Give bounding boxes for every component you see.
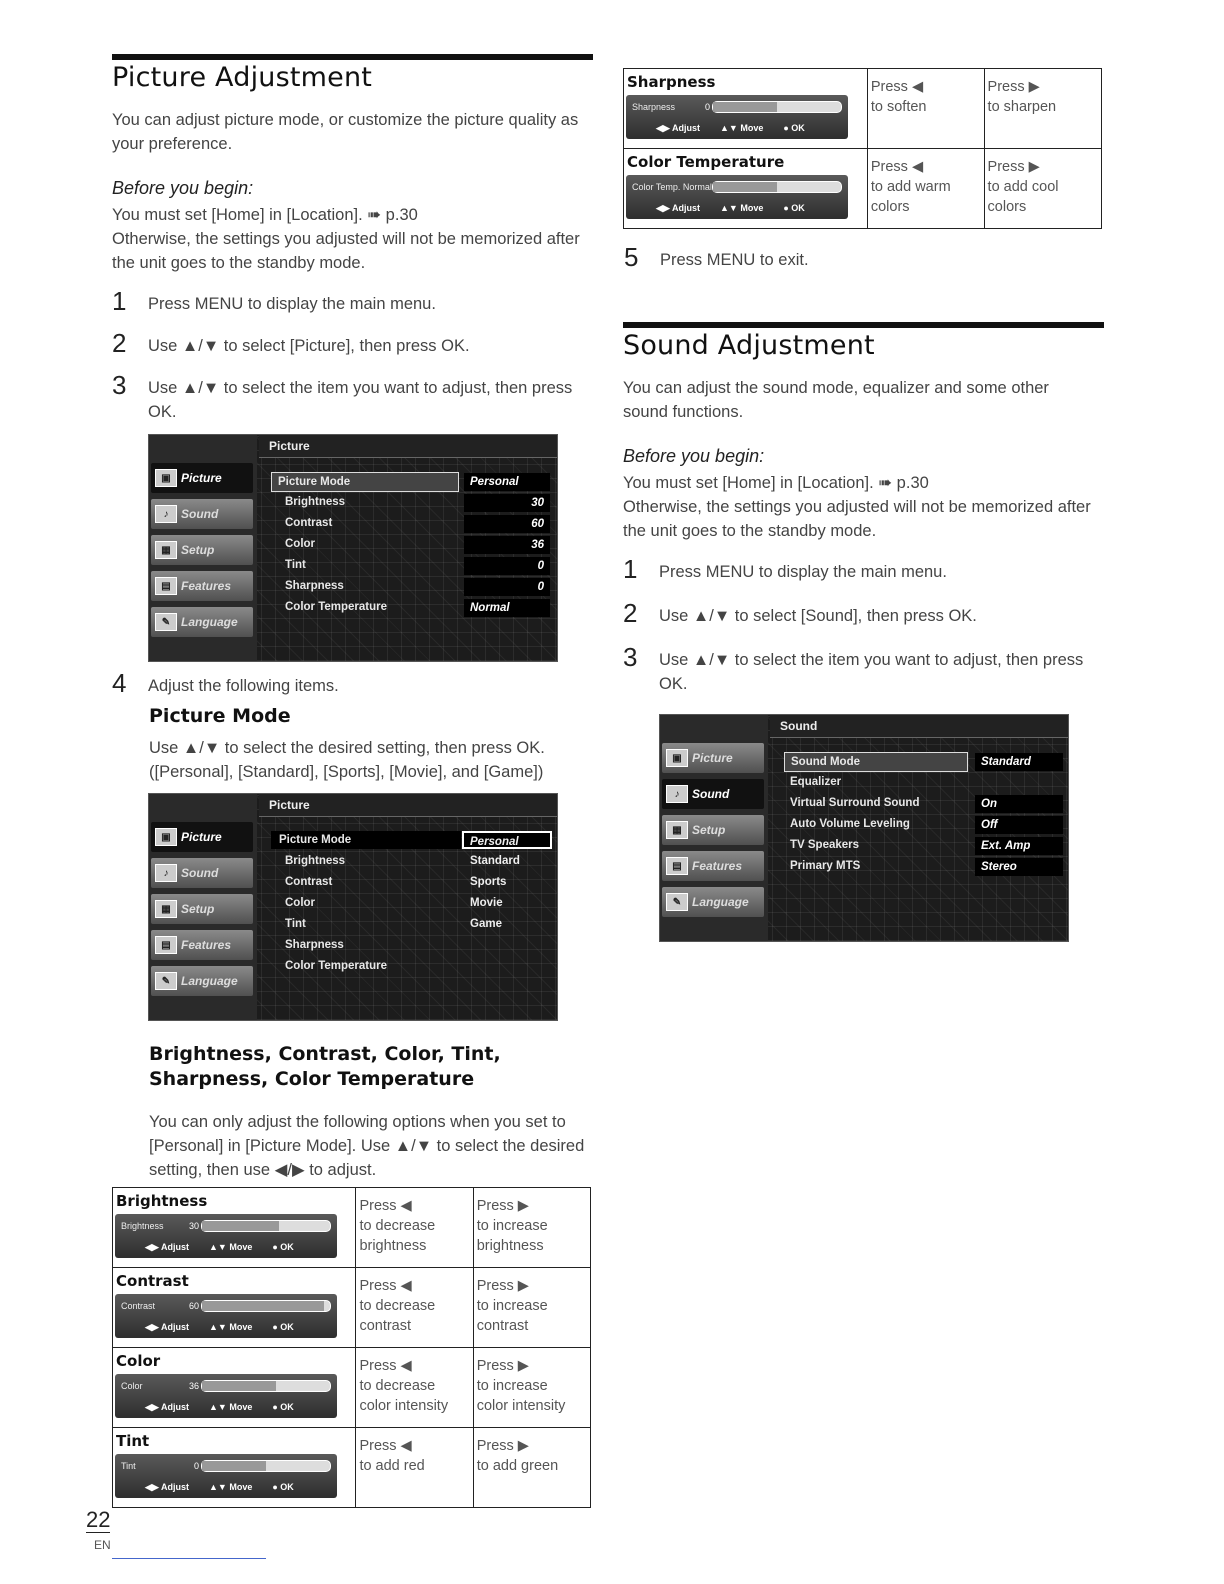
instruction-line: Press ▶ — [476, 1198, 529, 1214]
section-rule — [623, 322, 1104, 328]
instruction-line: to decrease — [359, 1218, 436, 1234]
adjust-hint: ◀▶ Adjust — [656, 123, 701, 133]
bar-fill — [713, 102, 777, 112]
instruction-line: Press ▶ — [987, 159, 1040, 175]
menu-item: Tint — [285, 559, 306, 571]
bar-value: 36 — [188, 1381, 199, 1391]
adjust-table-continued — [623, 68, 1102, 229]
instruction-line: to add cool — [987, 179, 1059, 195]
sidebar-item-features — [151, 930, 253, 960]
mode-option: Movie — [470, 897, 503, 909]
instruction-line: Press ◀ — [359, 1278, 412, 1294]
adjust-label-cell — [624, 149, 868, 229]
mode-option: Standard — [470, 855, 520, 867]
bar-label: Color Temp. Normal — [632, 182, 712, 192]
ok-hint: ● OK — [272, 1242, 294, 1252]
instruction-line: to sharpen — [987, 99, 1057, 115]
ok-hint: ● OK — [272, 1402, 294, 1412]
menu-value: 0 — [464, 557, 550, 575]
sound-icon: ♪ — [155, 505, 177, 523]
ok-hint: ● OK — [783, 203, 805, 213]
sidebar-label: Language — [181, 615, 238, 629]
adjust-name: Color Temperature — [627, 153, 785, 171]
adjust-row — [113, 1188, 591, 1268]
step-text: Use ▲/▼ to select the item you want to adjust, then press OK. — [659, 651, 1084, 693]
features-icon: ▤ — [666, 857, 688, 875]
move-hint: ▲▼ Move — [209, 1482, 253, 1492]
menu-sidebar — [149, 435, 257, 661]
adjust-hint: ◀▶ Adjust — [145, 1482, 190, 1492]
menu-header: Picture — [259, 794, 557, 817]
intro-text: You can adjust picture mode, or customize the picture quality as your preference. — [112, 111, 579, 153]
bar-track — [201, 1220, 331, 1232]
menu-value: 30 — [464, 494, 550, 512]
menu-item: Color Temperature — [285, 601, 388, 613]
features-icon: ▤ — [155, 577, 177, 595]
picture-mode-text: Use ▲/▼ to select the desired setting, then press OK. — [149, 739, 545, 757]
features-icon: ▤ — [155, 936, 177, 954]
picture-mode-menu-screenshot — [148, 793, 558, 1021]
adjust-table — [112, 1187, 591, 1508]
menu-value: 36 — [464, 536, 550, 554]
instruction-line: Press ◀ — [359, 1198, 412, 1214]
instruction-line: Press ▶ — [476, 1278, 529, 1294]
sidebar-label: Language — [692, 895, 749, 909]
ok-hint: ● OK — [272, 1322, 294, 1332]
sidebar-item-sound — [151, 858, 253, 888]
sidebar-label: Features — [181, 938, 232, 952]
setup-icon: ▦ — [155, 900, 177, 918]
instruction-line: brightness — [359, 1238, 427, 1254]
bar-label: Color — [121, 1381, 143, 1391]
menu-value: Normal — [464, 599, 550, 617]
adjust-left-instruction — [867, 149, 984, 229]
adjust-bar — [626, 175, 848, 219]
adjust-left-instruction — [867, 69, 984, 149]
sidebar-item-setup — [662, 815, 764, 845]
bar-fill — [713, 182, 777, 192]
sidebar-item-language — [151, 966, 253, 996]
before-heading: Before you begin: — [112, 178, 254, 198]
adjust-bar — [115, 1294, 337, 1338]
sidebar-label: Features — [181, 579, 232, 593]
move-hint: ▲▼ Move — [720, 123, 764, 133]
step-number: 1 — [623, 554, 638, 584]
step-number: 1 — [112, 286, 127, 316]
step-number: 4 — [112, 668, 127, 698]
menu-header: Sound — [770, 715, 1068, 738]
bar-label: Sharpness — [632, 102, 676, 112]
mode-option: Sports — [470, 876, 507, 888]
step-number: 3 — [623, 642, 638, 672]
picture-mode-heading: Picture Mode — [149, 705, 291, 727]
menu-sidebar — [660, 715, 768, 941]
sidebar-item-setup — [151, 535, 253, 565]
menu-item: Color Temperature — [285, 960, 388, 972]
adjust-left-instruction — [356, 1268, 473, 1348]
instruction-line: to increase — [476, 1218, 548, 1234]
language-icon: ✎ — [155, 972, 177, 990]
adjust-row — [113, 1428, 591, 1508]
adjust-heading — [149, 1042, 501, 1092]
instruction-line: brightness — [476, 1238, 544, 1254]
menu-value: 0 — [464, 578, 550, 596]
adjust-bar — [115, 1454, 337, 1498]
menu-item: Picture Mode — [271, 472, 459, 492]
bar-value: 0 — [193, 1461, 199, 1471]
menu-value: 60 — [464, 515, 550, 533]
step-text: Use ▲/▼ to select the item you want to adjust, then press OK. — [148, 379, 573, 421]
sound-icon: ♪ — [155, 864, 177, 882]
setup-icon: ▦ — [155, 541, 177, 559]
adjust-name: Contrast — [116, 1272, 189, 1290]
instruction-line: to decrease — [359, 1298, 436, 1314]
adjust-bar — [115, 1374, 337, 1418]
instruction-line: Press ◀ — [359, 1438, 412, 1454]
move-hint: ▲▼ Move — [720, 203, 764, 213]
picture-mode-options: ([Personal], [Standard], [Sports], [Movie], and [Game]) — [149, 763, 544, 781]
bar-track — [201, 1380, 331, 1392]
requirement-note: Otherwise, the settings you adjusted will not be memorized after the unit goes to the standby mode. — [112, 230, 580, 272]
setup-icon: ▦ — [666, 821, 688, 839]
adjust-right-instruction — [473, 1268, 590, 1348]
instruction-line: colors — [870, 199, 910, 215]
footer-rule — [112, 1558, 266, 1559]
bar-label: Contrast — [121, 1301, 156, 1311]
sound-title: Sound Adjustment — [623, 330, 875, 361]
adjust-label-cell — [113, 1348, 356, 1428]
mode-option: Game — [470, 918, 502, 930]
sidebar-label: Sound — [692, 787, 730, 801]
sidebar-label: Setup — [692, 823, 726, 837]
sidebar-item-picture — [662, 743, 764, 773]
instruction-line: Press ◀ — [359, 1358, 412, 1374]
instruction-line: color intensity — [476, 1398, 566, 1414]
menu-item: Color — [285, 897, 316, 909]
adjust-heading-line: Sharpness, Color Temperature — [149, 1068, 475, 1090]
menu-value: Off — [975, 816, 1063, 834]
sidebar-item-features — [151, 571, 253, 601]
bar-value: 60 — [188, 1301, 199, 1311]
menu-item: Sound Mode — [784, 752, 968, 772]
sidebar-label: Picture — [692, 751, 733, 765]
bar-value: 0 — [704, 102, 710, 112]
picture-menu-screenshot — [148, 434, 558, 662]
instruction-line: to increase — [476, 1298, 548, 1314]
section-rule — [112, 54, 593, 60]
adjust-left-instruction — [356, 1188, 473, 1268]
menu-header: Picture — [259, 435, 557, 458]
sound-before-heading: Before you begin: — [623, 446, 765, 466]
step-text: Use ▲/▼ to select [Sound], then press OK. — [659, 607, 977, 625]
sidebar-item-picture — [151, 463, 253, 493]
adjust-hint: ◀▶ Adjust — [145, 1402, 190, 1412]
sidebar-item-sound — [151, 499, 253, 529]
menu-item: TV Speakers — [790, 839, 860, 851]
bar-fill — [202, 1221, 279, 1231]
sound-menu-screenshot — [659, 714, 1069, 942]
instruction-line: to add green — [476, 1458, 559, 1474]
adjust-row — [113, 1268, 591, 1348]
step-number: 3 — [112, 370, 127, 400]
ok-hint: ● OK — [783, 123, 805, 133]
menu-sidebar — [149, 794, 257, 1020]
step-text: Press MENU to display the main menu. — [148, 295, 436, 313]
bar-track — [201, 1460, 331, 1472]
bar-fill — [202, 1301, 324, 1311]
instruction-line: to decrease — [359, 1378, 436, 1394]
adjust-name: Tint — [116, 1432, 150, 1450]
sound-intro: You can adjust the sound mode, equalizer and some other sound functions. — [623, 379, 1049, 421]
menu-item: Virtual Surround Sound — [790, 797, 920, 809]
adjust-row — [113, 1348, 591, 1428]
step-text: Press MENU to display the main menu. — [659, 563, 947, 581]
bar-label: Brightness — [121, 1221, 164, 1231]
menu-item: Auto Volume Leveling — [790, 818, 910, 830]
adjust-bar — [115, 1214, 337, 1258]
bar-track — [201, 1300, 331, 1312]
requirement-text: You must set [Home] in [Location]. ➠ p.30 — [112, 206, 418, 224]
adjust-name: Sharpness — [627, 73, 716, 91]
sidebar-label: Sound — [181, 507, 219, 521]
menu-item: Brightness — [285, 496, 346, 508]
step-number: 2 — [112, 328, 127, 358]
adjust-left-instruction — [356, 1428, 473, 1508]
sidebar-item-language — [151, 607, 253, 637]
instruction-line: to soften — [870, 99, 927, 115]
sidebar-item-sound — [662, 779, 764, 809]
page-number: 22 — [86, 1507, 111, 1532]
menu-item: Color — [285, 538, 316, 550]
adjust-bar — [626, 95, 848, 139]
picture-icon: ▣ — [155, 828, 177, 846]
menu-item: Brightness — [285, 855, 346, 867]
step-text: Use ▲/▼ to select [Picture], then press OK. — [148, 337, 470, 355]
step-number: 5 — [624, 242, 639, 272]
sidebar-label: Picture — [181, 471, 222, 485]
adjust-label-cell — [113, 1428, 356, 1508]
bar-fill — [202, 1381, 276, 1391]
menu-item: Contrast — [285, 876, 333, 888]
adjust-heading-line: Brightness, Contrast, Color, Tint, — [149, 1043, 501, 1065]
instruction-line: color intensity — [359, 1398, 449, 1414]
mode-option: Personal — [462, 831, 552, 849]
move-hint: ▲▼ Move — [209, 1242, 253, 1252]
instruction-line: contrast — [359, 1318, 412, 1334]
adjust-hint: ◀▶ Adjust — [656, 203, 701, 213]
instruction-line: contrast — [476, 1318, 529, 1334]
menu-value: Standard — [975, 753, 1063, 771]
adjust-label-cell — [624, 69, 868, 149]
language-icon: ✎ — [666, 893, 688, 911]
bar-fill — [202, 1461, 266, 1471]
menu-item: Tint — [285, 918, 306, 930]
adjust-right-instruction — [473, 1348, 590, 1428]
step-text: Adjust the following items. — [148, 677, 339, 695]
instruction-line: colors — [987, 199, 1027, 215]
menu-item: Picture Mode — [271, 831, 461, 849]
sidebar-label: Sound — [181, 866, 219, 880]
sidebar-label: Setup — [181, 902, 215, 916]
adjust-right-instruction — [984, 69, 1101, 149]
instruction-line: to increase — [476, 1378, 548, 1394]
ok-hint: ● OK — [272, 1482, 294, 1492]
instruction-line: to add red — [359, 1458, 425, 1474]
adjust-right-instruction — [473, 1188, 590, 1268]
menu-value: Stereo — [975, 858, 1063, 876]
sidebar-item-setup — [151, 894, 253, 924]
language-code: EN — [94, 1538, 111, 1552]
menu-value: On — [975, 795, 1063, 813]
page-title: Picture Adjustment — [112, 62, 373, 93]
sidebar-item-language — [662, 887, 764, 917]
instruction-line: Press ◀ — [870, 79, 924, 95]
sidebar-label: Picture — [181, 830, 222, 844]
sidebar-label: Features — [692, 859, 743, 873]
adjust-row — [624, 69, 1102, 149]
sidebar-label: Setup — [181, 543, 215, 557]
sound-icon: ♪ — [666, 785, 688, 803]
instruction-line: Press ▶ — [476, 1358, 529, 1374]
bar-label: Tint — [121, 1461, 136, 1471]
adjust-label-cell — [113, 1188, 356, 1268]
instruction-line: Press ▶ — [476, 1438, 529, 1454]
move-hint: ▲▼ Move — [209, 1402, 253, 1412]
menu-value: Ext. Amp — [975, 837, 1063, 855]
adjust-label-cell — [113, 1268, 356, 1348]
menu-item: Primary MTS — [790, 860, 861, 872]
sidebar-label: Language — [181, 974, 238, 988]
adjust-left-instruction — [356, 1348, 473, 1428]
step-number: 2 — [623, 598, 638, 628]
bar-track — [712, 101, 842, 113]
adjust-hint: ◀▶ Adjust — [145, 1322, 190, 1332]
adjust-right-instruction — [473, 1428, 590, 1508]
bar-value: 30 — [188, 1221, 199, 1231]
instruction-line: Press ▶ — [987, 79, 1040, 95]
sidebar-item-features — [662, 851, 764, 881]
menu-item: Contrast — [285, 517, 333, 529]
adjust-hint: ◀▶ Adjust — [145, 1242, 190, 1252]
menu-item: Sharpness — [285, 939, 344, 951]
instruction-line: to add warm — [870, 179, 951, 195]
adjust-row — [624, 149, 1102, 229]
adjust-right-instruction — [984, 149, 1101, 229]
picture-icon: ▣ — [155, 469, 177, 487]
instruction-line: Press ◀ — [870, 159, 924, 175]
language-icon: ✎ — [155, 613, 177, 631]
picture-icon: ▣ — [666, 749, 688, 767]
bar-track — [712, 181, 842, 193]
step-text: Press MENU to exit. — [660, 251, 809, 269]
sound-requirement-note: Otherwise, the settings you adjusted will not be memorized after the unit goes to the standby mode. — [623, 498, 1091, 540]
menu-item: Equalizer — [790, 776, 842, 788]
menu-value: Personal — [464, 473, 550, 491]
sidebar-item-picture — [151, 822, 253, 852]
sound-requirement: You must set [Home] in [Location]. ➠ p.30 — [623, 474, 929, 492]
adjust-name: Color — [116, 1352, 161, 1370]
adjust-name: Brightness — [116, 1192, 208, 1210]
move-hint: ▲▼ Move — [209, 1322, 253, 1332]
menu-item: Sharpness — [285, 580, 344, 592]
adjust-text: You can only adjust the following options when you set to [Personal] in [Picture Mode]. Use ▲/▼ to select the desired setting, then use ◀/▶ to adjust. — [149, 1113, 585, 1179]
